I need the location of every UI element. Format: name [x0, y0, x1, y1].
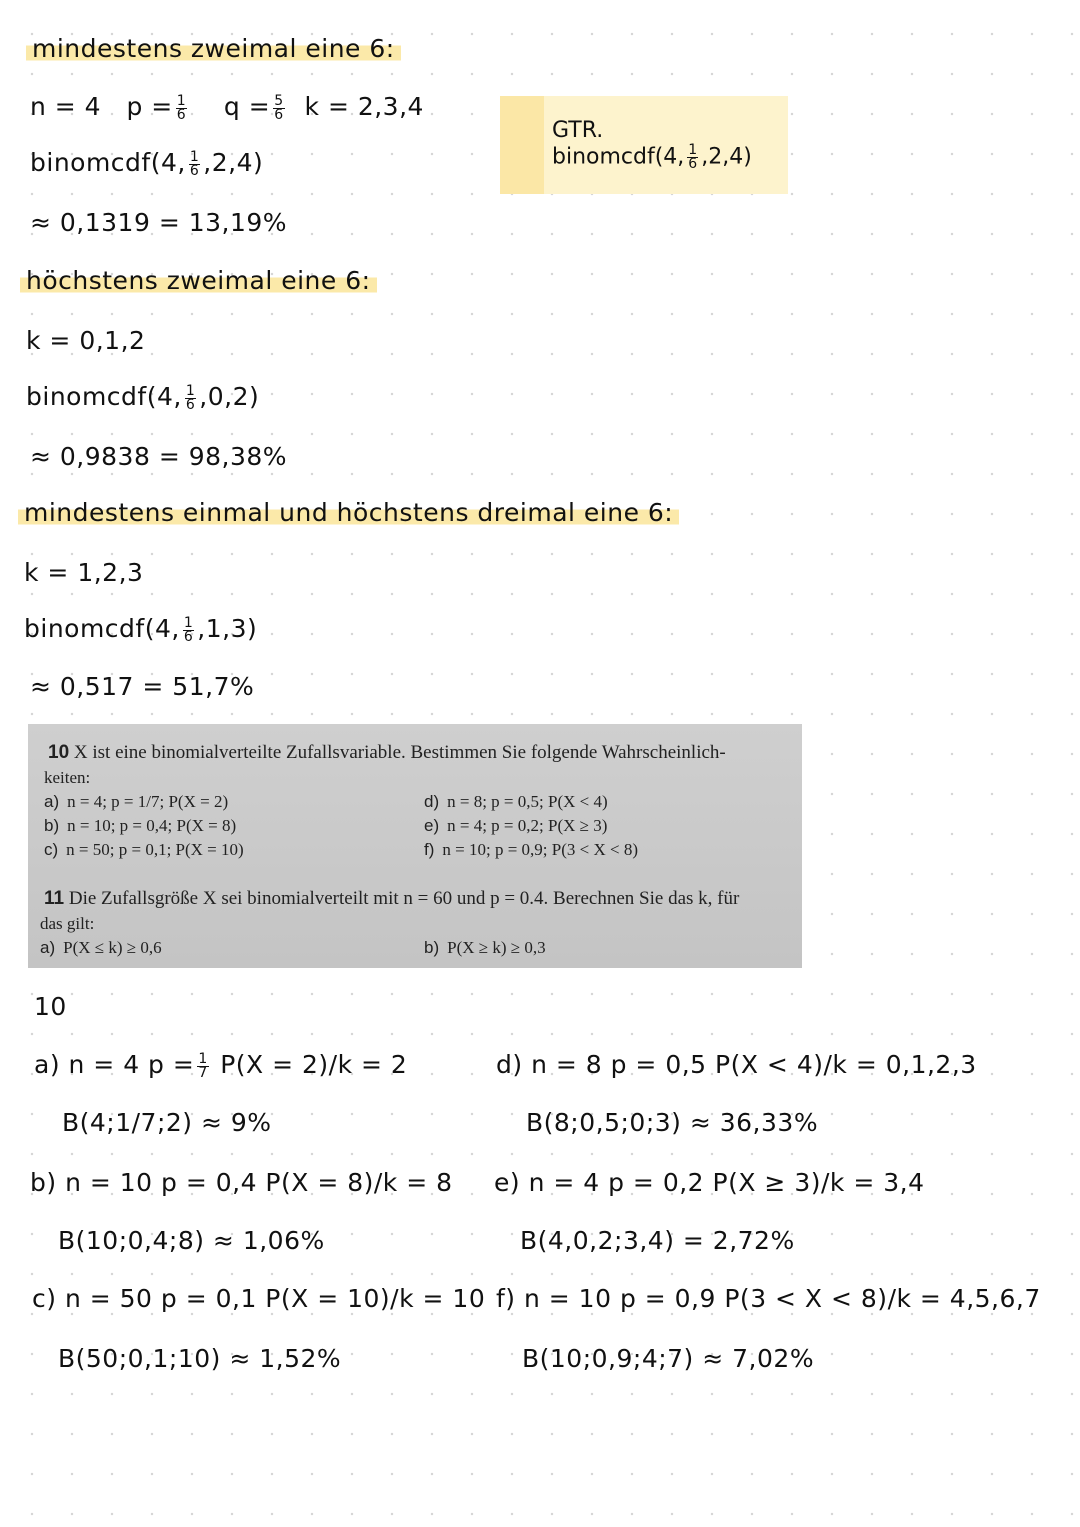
fraction: $\frac{5}{6}$ [274, 92, 284, 123]
section1-heading: mindestens zweimal eine 6: [26, 34, 401, 63]
task10-item-a: a) n = 4; p = 1/7; P(X = 2) [44, 792, 229, 811]
solution-b-line: b) n = 10 p = 0,4 P(X = 8)/k = 8 [30, 1168, 453, 1197]
section3-result: ≈ 0,517 = 51,7% [30, 672, 255, 701]
fraction: $\frac{1}{7}$ [198, 1050, 208, 1081]
section3-k: k = 1,2,3 [24, 558, 144, 587]
section3-call: binomcdf(4, $\frac{1}{6}$ ,1,3) [24, 614, 258, 645]
section1-call: binomcdf(4, $\frac{1}{6}$ ,2,4) [30, 148, 264, 179]
task10-line1: 10 X ist eine binomialverteilte Zufallsvariable. Bestimmen Sie folgende Wahrscheinlich- [48, 742, 726, 763]
fraction: $\frac{1}{6}$ [189, 148, 200, 179]
solution-c-result: B(50;0,1;10) ≈ 1,52% [58, 1344, 342, 1373]
task10-item-e: e) n = 4; p = 0,2; P(X ≥ 3) [424, 816, 608, 835]
gtr-sticky-note [500, 96, 788, 194]
solution-d-result: B(8;0,5;0;3) ≈ 36,33% [526, 1108, 819, 1137]
task11-line1: 11 Die Zufallsgröße X sei binomialverteilt mit n = 60 und p = 0.4. Berechnen Sie das k, für [44, 888, 740, 909]
task10-item-d: d) n = 8; p = 0,5; P(X < 4) [424, 792, 608, 811]
sticky-title: GTR. [552, 118, 604, 143]
section2-heading: höchstens zweimal eine 6: [20, 266, 377, 295]
fraction: $\frac{1}{6}$ [176, 92, 187, 123]
solution-f-line: f) n = 10 p = 0,9 P(3 < X < 8)/k = 4,5,6,7 [496, 1284, 1041, 1313]
task11-item-b: b) P(X ≥ k) ≥ 0,3 [424, 938, 546, 957]
solution-e-result: B(4,0,2;3,4) = 2,72% [520, 1226, 795, 1255]
solution-d-line: d) n = 8 p = 0,5 P(X < 4)/k = 0,1,2,3 [496, 1050, 977, 1079]
section2-result: ≈ 0,9838 = 98,38% [30, 442, 288, 471]
section1-params: n = 4 p = $\frac{1}{6}$ q = $\frac{5}{6}$ k = 2,3,4 [30, 92, 424, 123]
textbook-excerpt [28, 724, 802, 968]
solution-e-line: e) n = 4 p = 0,2 P(X ≥ 3)/k = 3,4 [494, 1168, 925, 1197]
solution-a-result: B(4;1/7;2) ≈ 9% [62, 1108, 272, 1137]
section3-heading: mindestens einmal und höchstens dreimal eine 6: [18, 498, 679, 527]
solutions-number: 10 [34, 992, 67, 1021]
sticky-call: binomcdf(4, $\frac{1}{6}$ ,2,4) [552, 142, 752, 172]
task10-item-b: b) n = 10; p = 0,4; P(X = 8) [44, 816, 237, 835]
task10-line2: keiten: [44, 768, 91, 787]
fraction: $\frac{1}{6}$ [185, 382, 196, 413]
task11-line2: das gilt: [40, 914, 95, 933]
task10-item-f: f) n = 10; p = 0,9; P(3 < X < 8) [424, 840, 638, 859]
task11-item-a: a) P(X ≤ k) ≥ 0,6 [40, 938, 162, 957]
solution-a-line: a) n = 4 p = $\frac{1}{7}$ P(X = 2)/k = 2 [34, 1050, 408, 1081]
section1-result: ≈ 0,1319 = 13,19% [30, 208, 288, 237]
solution-b-result: B(10;0,4;8) ≈ 1,06% [58, 1226, 325, 1255]
solution-c-line: c) n = 50 p = 0,1 P(X = 10)/k = 10 [32, 1284, 486, 1313]
fraction: $\frac{1}{6}$ [688, 142, 698, 172]
section2-k: k = 0,1,2 [26, 326, 146, 355]
task10-item-c: c) n = 50; p = 0,1; P(X = 10) [44, 840, 244, 859]
fraction: $\frac{1}{6}$ [183, 614, 194, 645]
section2-call: binomcdf(4, $\frac{1}{6}$ ,0,2) [26, 382, 260, 413]
solution-f-result: B(10;0,9;4;7) ≈ 7,02% [522, 1344, 815, 1373]
